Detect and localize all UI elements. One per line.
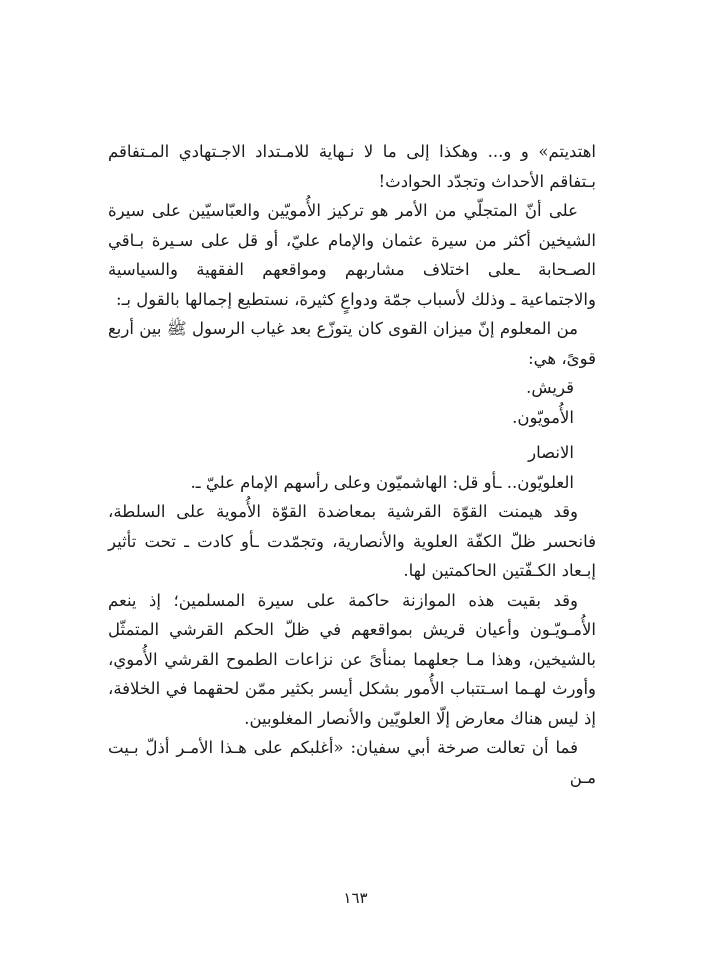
paragraph-2: على أنّ المتجلّي من الأمر هو تركيز الأُمويّين والعبّاسيّين على سيرة الشيخين أكثر من سيرة عثمان والإمام عليّ، أو قل على سـيرة بـاقي الصـحابة ـعلى اختلاف مشاربهم ومواقعهم الفقهية والسياسية والاجتماعية ـ وذلك لأسباب جمّة ودواعٍ كثيرة، نستطيع إجمالها بالقول بـ:	[108, 201, 596, 309]
paragraph-1: اهتديتم» و و... وهكذا إلى ما لا نـهاية للامـتداد الاجـتهادي المـتفاقم بـتفاقم الأحداث وتجدّد الحوادث!	[108, 142, 596, 191]
list-item-ansar: الانصار	[528, 443, 574, 462]
list-item-quraysh: قريش.	[526, 378, 574, 397]
paragraph-3: من المعلوم إنّ ميزان القوى كان يتوزّع بعد غياب الرسول ﷺ بين أربع قوىً، هي:	[108, 319, 596, 368]
paragraph-4: وقد هيمنت القوّة القرشية بمعاضدة القوّة الأُموية على السلطة، فانحسر ظلّ الكفّة العلوية والأنصارية، وتجمّدت ـأو كادت ـ تحت تأثير إبـعاد الكـفّتين الحاكمتين لها.	[108, 502, 596, 580]
page-body	[108, 137, 596, 792]
paragraph-6: فما أن تعالت صرخة أبي سفيان: «أغلبكم على هـذا الأمـر أذلّ بـيت مـن	[108, 738, 596, 787]
paragraph-5: وقد بقيت هذه الموازنة حاكمة على سيرة المسلمين؛ إذ ينعم الأُمـويّـون وأعيان قريش بمواقعهم في ظلّ الحكم القرشي المتمثّل بالشيخين، وهذا مـا جعلهما بمنأىً عن نزاعات الطموح القرشي الأُموي، وأورث لهـما اسـتتباب الأُمور بشكل أيسر بكثير ممّن لحقهما في الخلافة، إذ ليس هناك معارض إلّا العلويّين والأنصار المغلوبين.	[108, 590, 596, 728]
list-item-umayyads: الأُمويّون.	[512, 407, 574, 427]
list-item-alawites: العلويّون.. ـأو قل: الهاشميّون وعلى رأسهم الإمام عليّ ـ.	[190, 472, 574, 492]
page-number: ١٦٣	[343, 889, 368, 907]
